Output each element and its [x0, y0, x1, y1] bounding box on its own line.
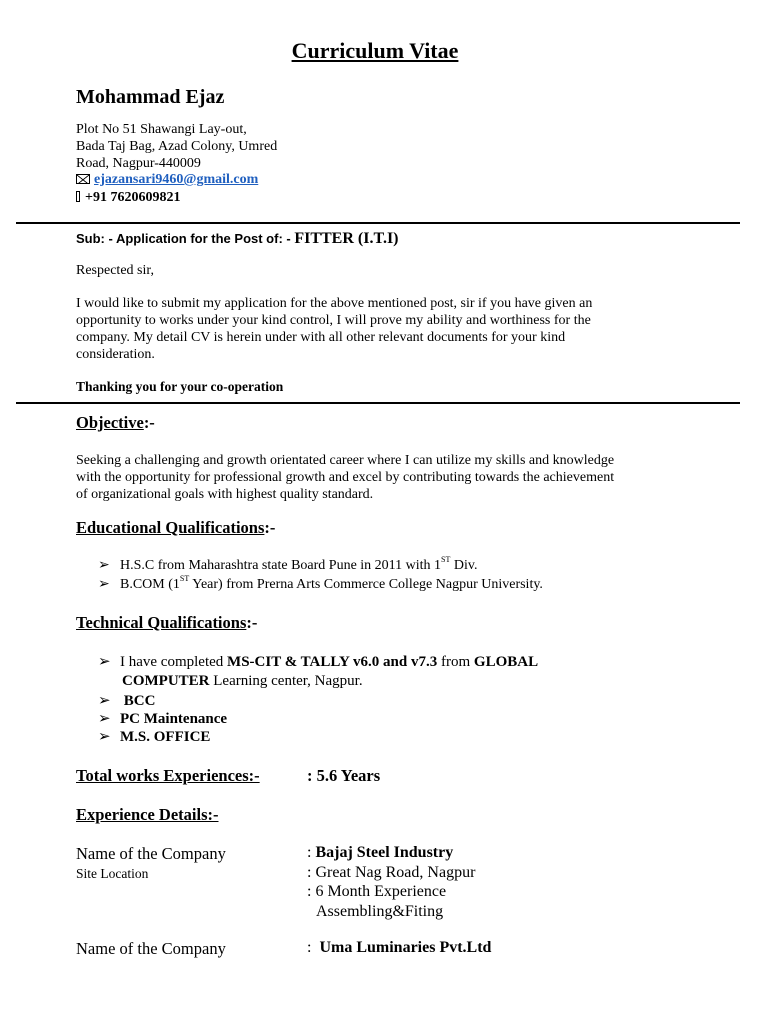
- arrow-bullet-icon: ➢: [98, 654, 111, 670]
- letter-body-line: consideration.: [76, 347, 155, 362]
- education-item: ➢ H.S.C from Maharashtra state Board Pune in 2011 with 1ST Div.: [98, 555, 478, 573]
- address-line: Bada Taj Bag, Azad Colony, Umred: [76, 139, 278, 154]
- salutation: Respected sir,: [76, 263, 154, 278]
- technical-item: ➢ I have completed MS-CIT & TALLY v6.0 and v7.3 from GLOBAL: [98, 654, 539, 670]
- objective-heading-text: Objective: [76, 413, 144, 432]
- education-heading-suffix: :-: [264, 518, 276, 537]
- address-line: Plot No 51 Shawangi Lay-out,: [76, 122, 247, 137]
- arrow-bullet-icon: ➢: [98, 577, 110, 592]
- total-experience-value: : 5.6 Years: [307, 766, 381, 785]
- company-value: : Bajaj Steel Industry: [307, 844, 454, 861]
- thanks-line: Thanking you for your co-operation: [76, 379, 284, 394]
- technical-item: ➢ M.S. OFFICE: [98, 729, 211, 745]
- education-heading: [76, 518, 275, 538]
- role-value: Assembling&Fiting: [316, 903, 444, 920]
- objective-text-line: with the opportunity for professional growth and excel by contributing towards the achievement: [76, 470, 615, 485]
- education-heading-text: Educational Qualifications: [76, 518, 265, 537]
- phone-icon: [76, 191, 80, 202]
- company-value: : Uma Luminaries Pvt.Ltd: [307, 939, 492, 956]
- objective-text-line: Seeking a challenging and growth orientated career where I can utilize my skills and knowledge: [76, 453, 615, 468]
- subject-post: FITTER (I.T.I): [294, 230, 399, 247]
- page-title: Curriculum Vitae: [291, 38, 459, 63]
- company-label: Name of the Company: [76, 939, 226, 958]
- letter-body-line: opportunity to works under your kind control, I will prove my ability and worthiness for the: [76, 313, 591, 328]
- objective-text-line: of organizational goals with highest quality standard.: [76, 487, 374, 502]
- total-experience-label: Total works Experiences:-: [76, 766, 260, 785]
- arrow-bullet-icon: ➢: [98, 729, 111, 745]
- divider: [16, 222, 740, 224]
- technical-heading-text: Technical Qualifications: [76, 613, 247, 632]
- technical-heading-suffix: :-: [246, 613, 258, 632]
- experience-heading: Experience Details:-: [76, 805, 219, 824]
- phone-number: +91 7620609821: [85, 190, 181, 205]
- site-value: : Great Nag Road, Nagpur: [307, 864, 476, 881]
- address-line: Road, Nagpur-440009: [76, 156, 201, 171]
- duration-value: : 6 Month Experience: [307, 883, 447, 900]
- email-row: [76, 172, 258, 188]
- technical-item: ➢ PC Maintenance: [98, 711, 228, 727]
- objective-heading: [76, 413, 155, 433]
- letter-body-line: company. My detail CV is herein under with all other relevant documents for your kind: [76, 330, 566, 345]
- objective-heading-suffix: :-: [143, 413, 155, 432]
- technical-item-continuation: COMPUTER Learning center, Nagpur.: [122, 673, 363, 689]
- technical-item: ➢ BCC: [98, 693, 156, 709]
- email-link[interactable]: ejazansari9460@gmail.com: [94, 172, 259, 187]
- subject-line: [76, 230, 399, 248]
- subject-prefix: Sub: - Application for the Post of: -: [76, 231, 295, 246]
- arrow-bullet-icon: ➢: [98, 711, 111, 727]
- company-label: Name of the Company: [76, 844, 226, 863]
- envelope-icon: [76, 174, 90, 184]
- technical-heading: [76, 613, 257, 633]
- site-label: Site Location: [76, 866, 149, 881]
- applicant-name: Mohammad Ejaz: [76, 86, 225, 108]
- divider: [16, 402, 740, 404]
- arrow-bullet-icon: ➢: [98, 693, 111, 709]
- phone-row: [76, 190, 180, 206]
- letter-body-line: I would like to submit my application for the above mentioned post, sir if you have given an: [76, 296, 593, 311]
- education-item: ➢ B.COM (1ST Year) from Prerna Arts Commerce College Nagpur University.: [98, 574, 543, 592]
- arrow-bullet-icon: ➢: [98, 558, 110, 573]
